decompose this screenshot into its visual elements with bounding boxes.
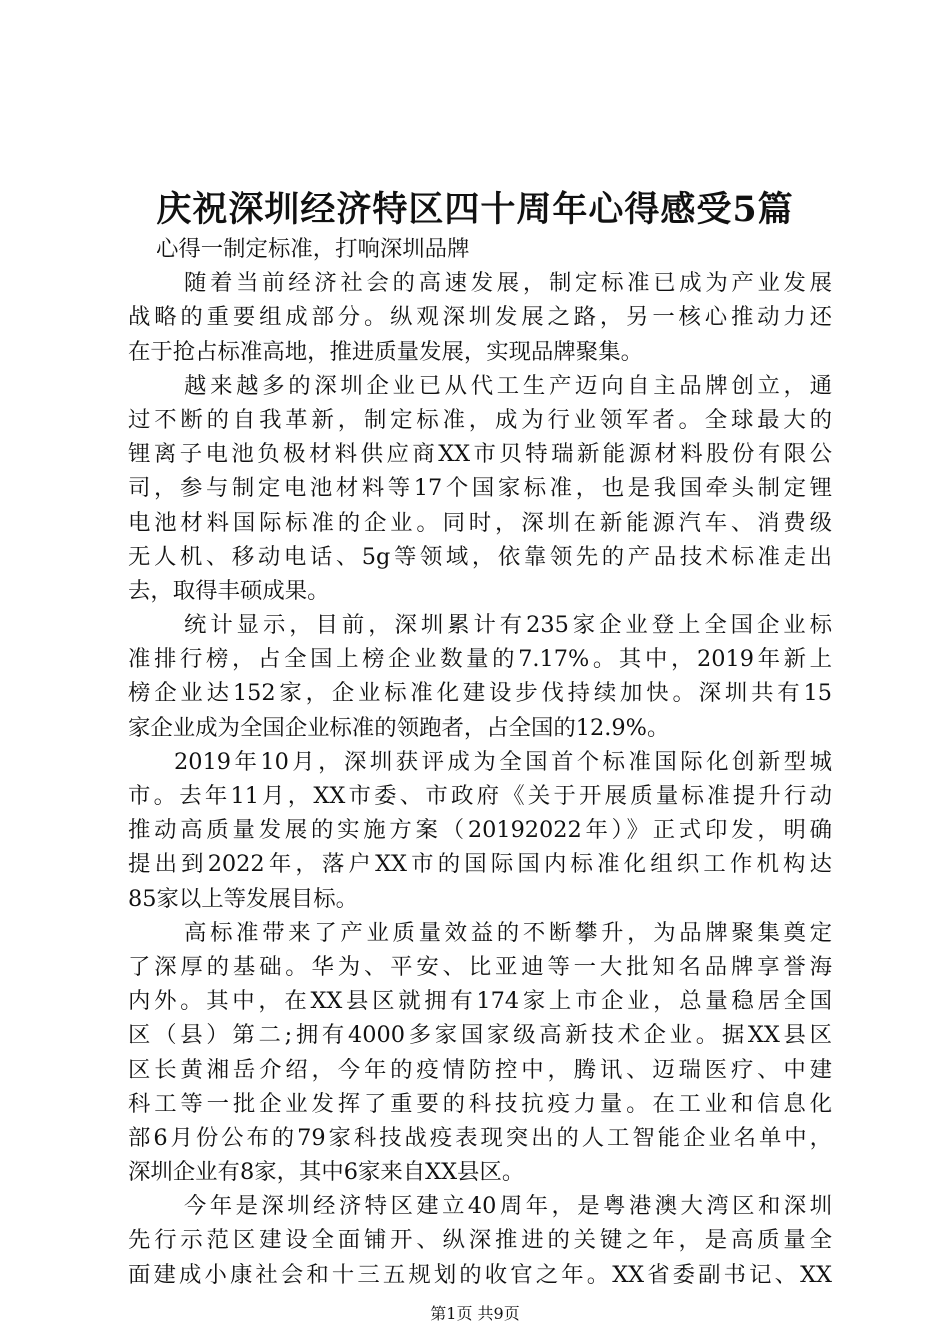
text-line: 家企业成为全国企业标准的领跑者，占全国的12.9%。 [128, 714, 670, 741]
text-line: 今年是深圳经济特区建立40周年，是粤港澳大湾区和深圳 [184, 1193, 832, 1220]
text-line: 电池材料国际标准的企业。同时，深圳在新能源汽车、消费级 [128, 509, 832, 536]
text-line: 区（县）第二;拥有4000多家国家级高新技术企业。据XX县区 [128, 1022, 832, 1049]
text-line: 无人机、移动电话、5g等领域，依靠领先的产品技术标准走出 [128, 543, 832, 570]
text-line: 科工等一批企业发挥了重要的科技抗疫力量。在工业和信息化 [128, 1090, 832, 1117]
text-line: 过不断的自我革新，制定标准，成为行业领军者。全球最大的 [128, 406, 832, 433]
text-line: 市。去年11月，XX市委、市政府《关于开展质量标准提升行动 [128, 783, 832, 809]
text-line: 面建成小康社会和十三五规划的收官之年。XX省委副书记、XX [128, 1261, 832, 1288]
text-line: 随着当前经济社会的高速发展，制定标准已成为产业发展 [184, 270, 832, 297]
text-line: 部6月份公布的79家科技战疫表现突出的人工智能企业名单中， [128, 1124, 832, 1151]
text-line: 85家以上等发展目标。 [128, 885, 359, 912]
text-line: 越来越多的深圳企业已从代工生产迈向自主品牌创立，通 [184, 372, 832, 399]
text-line: 在于抢占标准高地，推进质量发展，实现品牌聚集。 [128, 338, 643, 365]
text-line: 统计显示，目前，深圳累计有235家企业登上全国企业标 [184, 612, 832, 639]
text-line: 内外。其中，在XX县区就拥有174家上市企业，总量稳居全国 [128, 988, 832, 1015]
text-line: 榜企业达152家，企业标准化建设步伐持续加快。深圳共有15 [128, 680, 832, 707]
page-number-footer: 第1页 共9页 [430, 1304, 520, 1323]
text-line: 2019年10月，深圳获评成为全国首个标准国际化创新型城 [174, 748, 832, 775]
text-line: 战略的重要组成部分。纵观深圳发展之路，另一核心推动力还 [128, 304, 832, 331]
text-line: 司，参与制定电池材料等17个国家标准，也是我国牵头制定锂 [128, 475, 832, 502]
document-title: 庆祝深圳经济特区四十周年心得感受5篇 [156, 189, 794, 230]
text-line: 区长黄湘岳介绍，今年的疫情防控中，腾讯、迈瑞医疗、中建 [128, 1056, 832, 1083]
document-body [128, 232, 832, 1292]
text-line: 深圳企业有8家，其中6家来自XX县区。 [128, 1159, 525, 1186]
text-line: 提出到2022年，落户XX市的国际国内标准化组织工作机构达 [128, 851, 832, 878]
text-line: 准排行榜，占全国上榜企业数量的7.17%。其中，2019年新上 [128, 646, 832, 673]
text-line: 去，取得丰硕成果。 [128, 577, 330, 604]
text-line: 高标准带来了产业质量效益的不断攀升，为品牌聚集奠定 [184, 919, 832, 946]
text-line: 心得一制定标准，打响深圳品牌 [156, 236, 470, 262]
text-line: 先行示范区建设全面铺开、纵深推进的关键之年，是高质量全 [128, 1227, 832, 1254]
text-line: 推动高质量发展的实施方案（20192022年）》正式印发，明确 [128, 817, 832, 844]
text-line: 了深厚的基础。华为、平安、比亚迪等一大批知名品牌享誉海 [128, 953, 832, 980]
text-line: 锂离子电池负极材料供应商XX市贝特瑞新能源材料股份有限公 [128, 441, 832, 468]
